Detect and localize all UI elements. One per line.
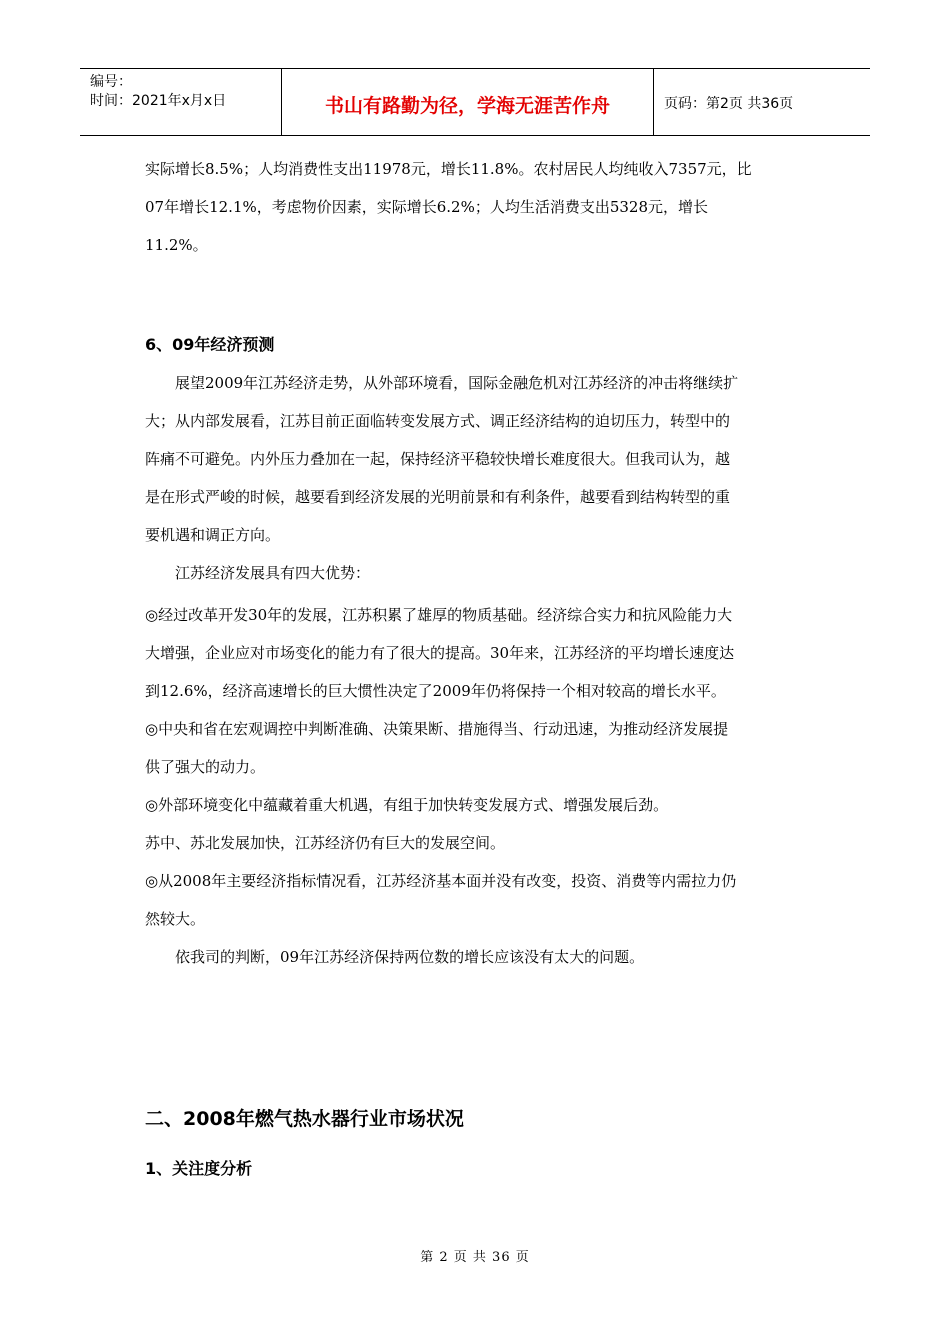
section6-heading: 6、09年经济预测 — [145, 335, 275, 354]
advantage-line: ◎经过改革开发30年的发展，江苏积累了雄厚的物质基础。经济综合实力和抗风险能力大 — [145, 606, 733, 624]
document-header-table — [80, 68, 870, 136]
advantage-line: 然较大。 — [145, 910, 206, 928]
advantages-block — [145, 596, 815, 976]
header-page-info: 页码：第2页 共36页 — [664, 96, 794, 112]
advantage-line: ◎从2008年主要经济指标情况看，江苏经济基本面并没有改变，投资、消费等内需拉力仍 — [145, 872, 737, 890]
header-motto-cell — [282, 69, 654, 135]
sub1-heading: 1、关注度分析 — [145, 1159, 253, 1178]
page-footer: 第 2 页 共 36 页 — [420, 1250, 530, 1265]
body-line: 实际增长8.5%；人均消费性支出11978元，增长11.8%。农村居民人均纯收入7357元，比 — [145, 160, 752, 178]
advantage-line: ◎外部环境变化中蕴藏着重大机遇，有组于加快转变发展方式、增强发展后劲。 — [145, 796, 669, 814]
header-motto: 书山有路勤为径，学海无涯苦作舟 — [324, 94, 610, 117]
body-line: 07年增长12.1%，考虑物价因素，实际增长6.2%；人均生活消费支出5328元，增长 — [145, 198, 709, 216]
body-line: 11.2%。 — [145, 236, 208, 254]
body-line: 阵痛不可避免。内外压力叠加在一起，保持经济平稳较快增长难度很大。但我司认为，越 — [145, 450, 731, 468]
document-body — [145, 150, 805, 592]
header-id-label: 编号： — [90, 74, 132, 90]
body-line: 展望2009年江苏经济走势，从外部环境看，国际金融危机对江苏经济的冲击将继续扩 — [175, 374, 739, 392]
advantage-line: 苏中、苏北发展加快，江苏经济仍有巨大的发展空间。 — [145, 834, 506, 852]
advantage-line: 到12.6%，经济高速增长的巨大惯性决定了2009年仍将保持一个相对较高的增长水平。 — [145, 682, 726, 700]
conclusion-line: 依我司的判断，09年江苏经济保持两位数的增长应该没有太大的问题。 — [175, 948, 645, 966]
body-line: 江苏经济发展具有四大优势： — [175, 564, 371, 582]
advantage-line: 大增强，企业应对市场变化的能力有了很大的提高。30年来，江苏经济的平均增长速度达 — [145, 644, 735, 662]
body-line: 是在形式严峻的时候，越要看到经济发展的光明前景和有利条件，越要看到结构转型的重 — [145, 488, 731, 506]
advantage-line: 供了强大的动力。 — [145, 758, 266, 776]
body-line: 大；从内部发展看，江苏目前正面临转变发展方式、调正经济结构的迫切压力，转型中的 — [145, 412, 731, 430]
header-meta-cell — [80, 69, 282, 135]
header-page-cell — [654, 69, 870, 135]
body-line: 要机遇和调正方向。 — [145, 526, 281, 544]
chapter2-heading: 二、2008年燃气热水器行业市场状况 — [145, 1108, 464, 1130]
advantage-line: ◎中央和省在宏观调控中判断准确、决策果断、措施得当、行动迅速，为推动经济发展提 — [145, 720, 729, 738]
header-time-label: 时间：2021年x月x日 — [90, 93, 227, 109]
